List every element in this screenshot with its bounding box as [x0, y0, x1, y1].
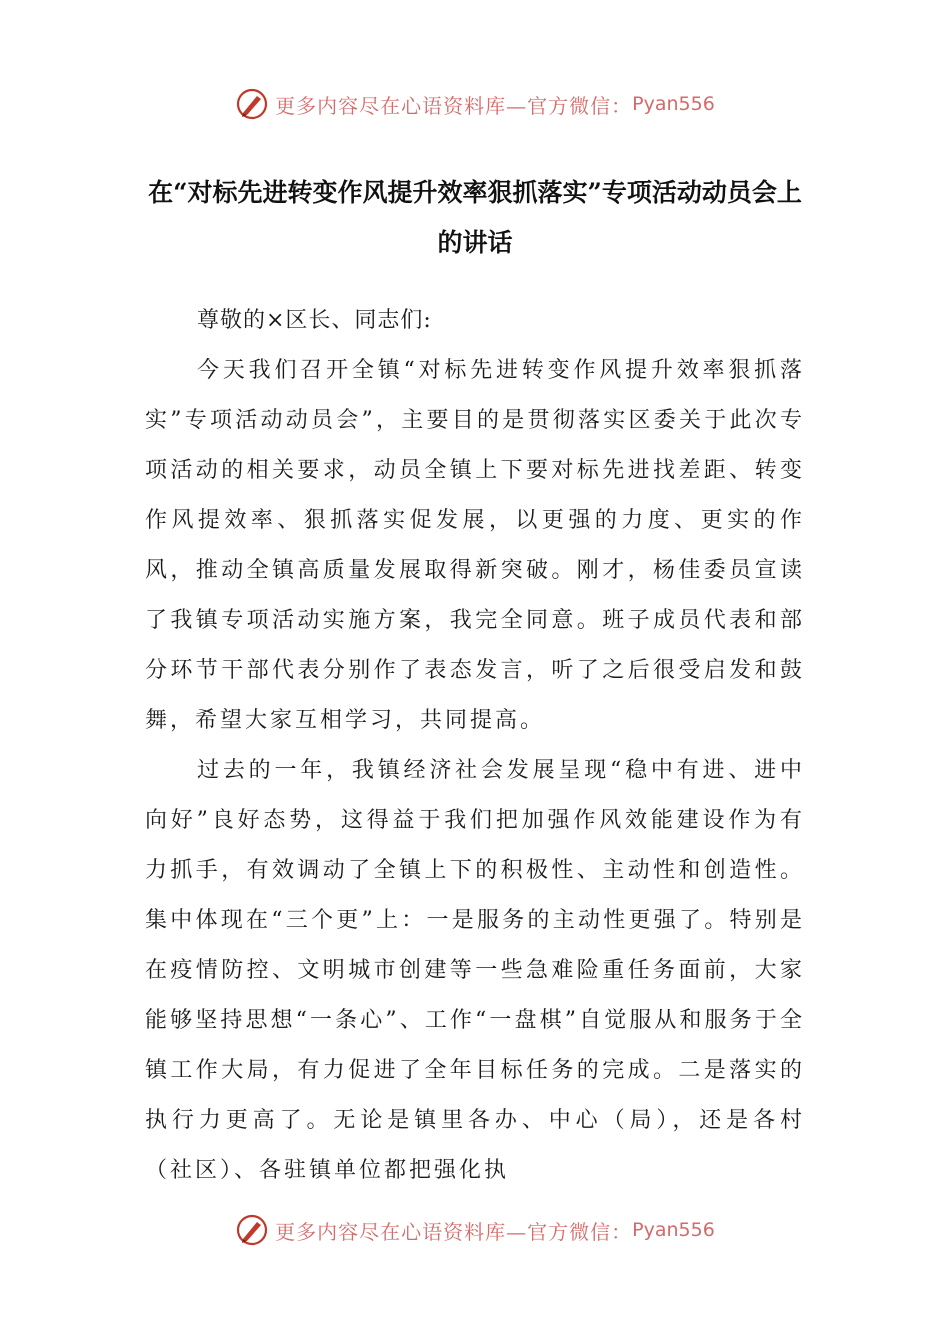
watermark-wechat-id: Pyan556	[632, 93, 715, 115]
watermark-header	[0, 84, 950, 124]
salutation: 尊敬的×区长、同志们:	[197, 308, 432, 333]
document-title: 在“对标先进转变作风提升效率狠抓落实”专项活动动员会上的讲话	[148, 178, 802, 257]
paragraph-2: 过去的一年，我镇经济社会发展呈现“稳中有进、进中向好”良好态势，这得益于我们把加强作风效能建设作为有力抓手，有效调动了全镇上下的积极性、主动性和创造性。集中体现在“三个更”上：一是服务的主动性更强了。特别是在疫情防控、文明城市创建等一些急难险重任务面前，大家能够坚持思想“一条心”、工作“一盘棋”自觉服从和服务于全镇工作大局，有力促进了全年目标任务的完成。二是落实的执行力更高了。无论是镇里各办、中心（局），还是各村（社区）、各驻镇单位都把强化执	[145, 758, 805, 1183]
pen-circle-logo-icon	[235, 1213, 269, 1247]
watermark-text: 更多内容尽在心语资料库—官方微信：	[275, 93, 633, 118]
watermark-text: 更多内容尽在心语资料库—官方微信：	[275, 1219, 633, 1244]
paragraph-1: 今天我们召开全镇“对标先进转变作风提升效率狠抓落实”专项活动动员会”，主要目的是贯彻落实区委关于此次专项活动的相关要求，动员全镇上下要对标先进找差距、转变作风提效率、狠抓落实促发展，以更强的力度、更实的作风，推动全镇高质量发展取得新突破。刚才，杨佳委员宣读了我镇专项活动实施方案，我完全同意。班子成员代表和部分环节干部代表分别作了表态发言，听了之后很受启发和鼓舞，希望大家互相学习，共同提高。	[145, 358, 805, 733]
watermark-footer	[0, 1210, 950, 1250]
document-body	[145, 296, 805, 1196]
pen-circle-logo-icon	[235, 87, 269, 121]
watermark-wechat-id: Pyan556	[632, 1219, 715, 1241]
